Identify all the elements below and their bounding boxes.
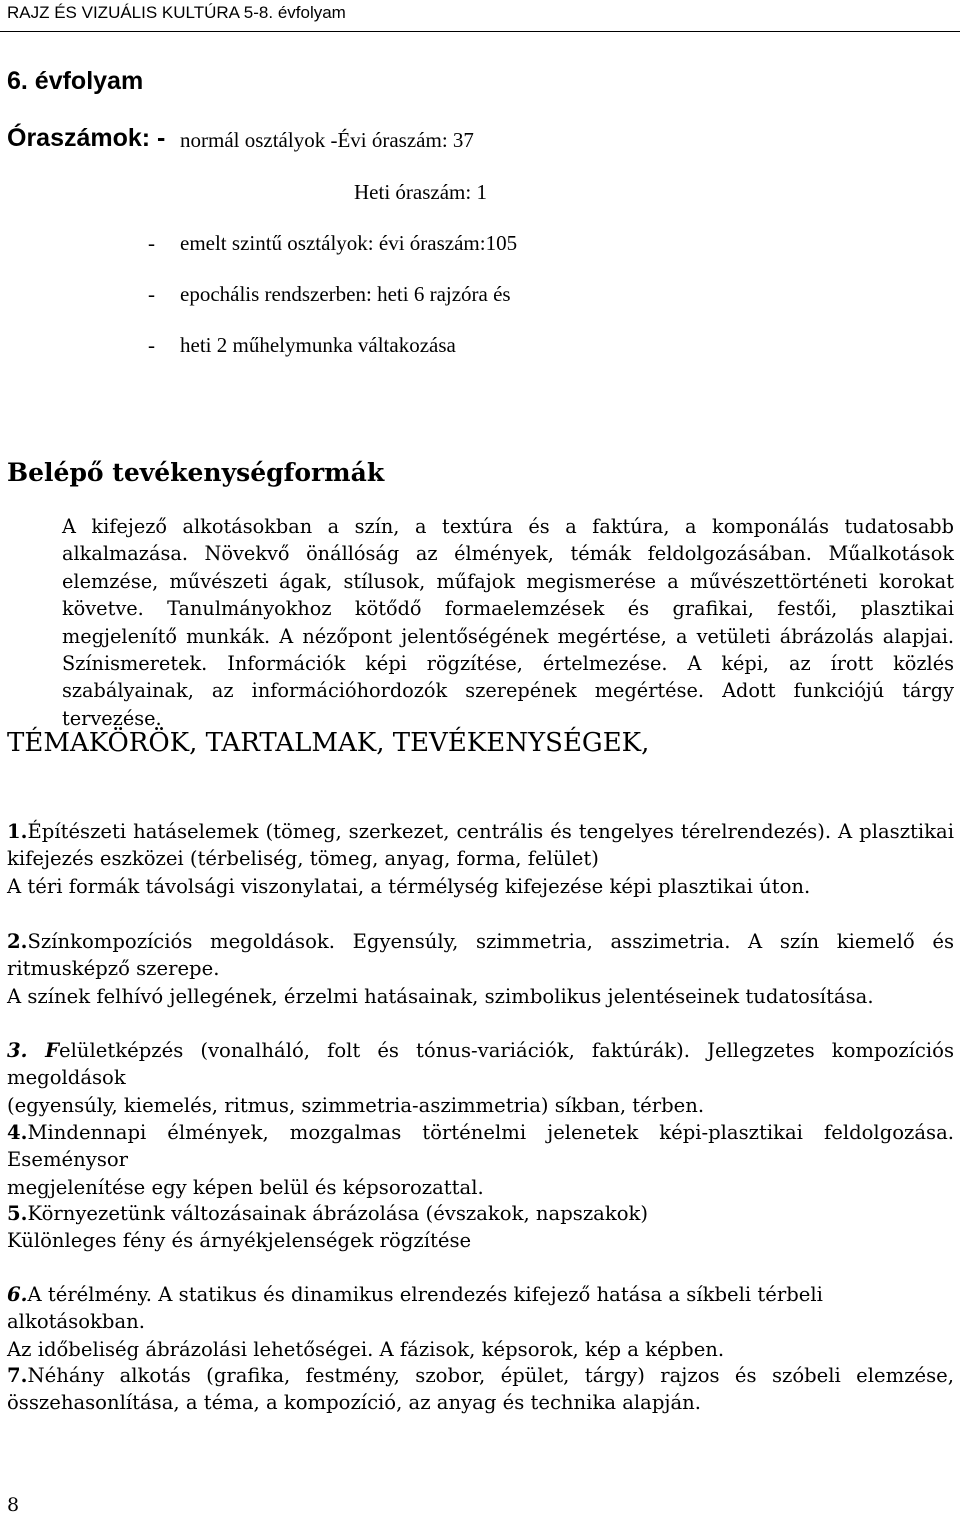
hours-heading: Óraszámok: -	[7, 124, 166, 152]
topic-line: Néhány alkotás (grafika, festmény, szobor, épület, tárgy) rajzos és szóbeli elemzése,	[27, 1364, 954, 1387]
hours-item-text: emelt szintű osztályok: évi óraszám:105	[180, 231, 518, 255]
topic-item	[7, 1200, 954, 1255]
topic-line: kifejezés eszközei (térbeliség, tömeg, anyag, forma, felület)	[7, 847, 599, 871]
header-title: RAJZ ÉS VIZUÁLIS KULTÚRA 5-8. évfolyam	[7, 3, 346, 22]
page-number: 8	[7, 1494, 20, 1516]
topic-line: elületképzés (vonalháló, folt és tónus-variációk, faktúrák). Jellegzetes kompozíciós megoldások	[7, 1039, 955, 1090]
intro-paragraph	[62, 513, 954, 732]
topic-item	[7, 1037, 954, 1119]
topic-number: 1.	[7, 820, 28, 843]
topics-section-title: TÉMAKÖRÖK, TARTALMAK, TEVÉKENYSÉGEK,	[7, 728, 650, 758]
hours-normal-classes: normál osztályok -Évi óraszám: 37	[180, 128, 474, 152]
topic-line: A színek felhívó jellegének, érzelmi hatásainak, szimbolikus jelentéseinek tudatosítása.	[7, 984, 874, 1008]
hours-item-text: heti 2 műhelymunka váltakozása	[180, 333, 456, 357]
topic-line: A téri formák távolsági viszonylatai, a térmélység kifejezése képi plasztikai úton.	[7, 874, 811, 898]
topic-line: Környezetünk változásainak ábrázolása (évszakok, napszakok)	[27, 1202, 649, 1225]
grade-heading: 6. évfolyam	[7, 67, 144, 95]
topic-number: 4.	[7, 1121, 28, 1144]
topic-number: 5.	[7, 1202, 28, 1225]
topic-line: Mindennapi élmények, mozgalmas történelmi jelenetek képi-plasztikai feldolgozása. Eseménysor	[7, 1121, 954, 1172]
topic-line: Színkompozíciós megoldások. Egyensúly, szimmetria, asszimetria. A szín kiemelő és	[27, 930, 954, 953]
intro-text: A kifejező alkotásokban a szín, a textúra és a faktúra, a komponálás tudatosabb alkalmazása. Növekvő önállóság az élmények, témák feldolgozásában. Műalkotások elemzése, művészeti ágak, stílusok, műfajok megismerése a művészettörténeti korokat követve. Tanulmányokhoz kötődő formaelemzések és grafikai, festői, plasztikai megjelenítő munkák. A nézőpont jelentőségének megértése, a vetületi ábrázolás alapjai. Színismeretek. Információk képi rögzítése, értelmezése. A képi, az írott közlés szabályainak, az információhordozók szerepének megértése. Adott funkciójú tárgy tervezése.	[62, 515, 954, 730]
topic-item	[7, 928, 954, 1010]
topic-line: (egyensúly, kiemelés, ritmus, szimmetria-aszimmetria) síkban, térben.	[7, 1093, 705, 1117]
hours-item: - epochális rendszerben: heti 6 rajzóra és	[148, 282, 511, 306]
topic-line: Az időbeliség ábrázolási lehetőségei. A fázisok, képsorok, kép a képben.	[7, 1337, 725, 1361]
topic-line: Építészeti hatáselemek (tömeg, szerkezet, centrális és tengelyes térelrendezés). A plasztikai	[27, 820, 954, 843]
hours-item-text: epochális rendszerben: heti 6 rajzóra és	[180, 282, 511, 306]
topic-item	[7, 1281, 954, 1363]
hours-item: - heti 2 műhelymunka váltakozása	[148, 333, 456, 357]
page-header	[0, 0, 960, 32]
topic-line: A térélmény. A statikus és dinamikus elrendezés kifejező hatása a síkbeli térbeli alkotásokban.	[7, 1283, 823, 1334]
topic-item	[7, 1362, 954, 1417]
topic-number: 3. F	[7, 1039, 60, 1062]
topic-line: összehasonlítása, a téma, a kompozíció, az anyag és technika alapján.	[7, 1391, 701, 1415]
topic-number: 6.	[7, 1283, 28, 1306]
hours-weekly: Heti óraszám: 1	[354, 180, 487, 204]
topic-line: ritmusképző szerepe.	[7, 957, 220, 981]
topic-line: Különleges fény és árnyékjelenségek rögzítése	[7, 1229, 472, 1253]
topic-item	[7, 1119, 954, 1201]
intro-section-title: Belépő tevékenységformák	[7, 458, 385, 487]
hours-item: - emelt szintű osztályok: évi óraszám:105	[148, 231, 518, 255]
topic-number: 2.	[7, 930, 28, 953]
topic-item	[7, 818, 954, 900]
topic-line: megjelenítése egy képen belül és képsorozattal.	[7, 1175, 484, 1199]
topic-number: 7.	[7, 1364, 28, 1387]
